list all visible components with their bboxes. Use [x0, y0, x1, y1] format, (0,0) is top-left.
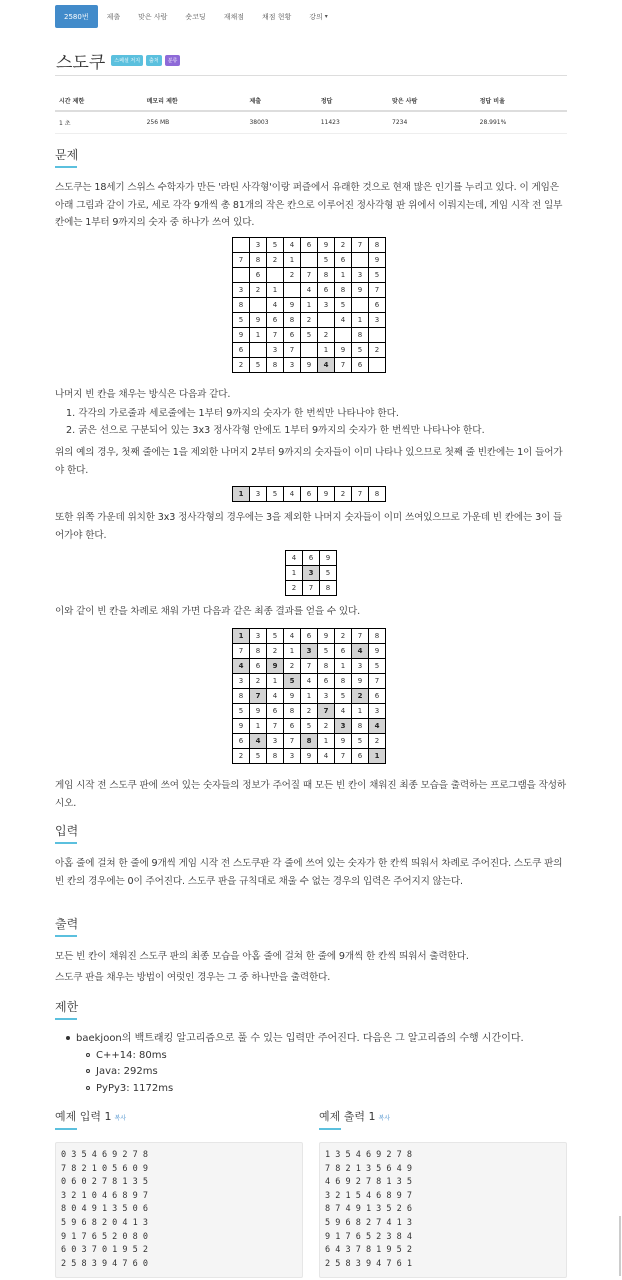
list-item	[66, 1031, 524, 1048]
grid-cell: 2	[352, 689, 369, 704]
table-header: 정답 비율	[476, 92, 567, 111]
grid-cell: 1	[369, 749, 386, 764]
nav-problem-number[interactable]: 2580번	[55, 5, 98, 28]
grid-cell: 9	[301, 749, 318, 764]
grid-cell: 5	[352, 734, 369, 749]
nav-submit[interactable]: 제출	[106, 12, 121, 21]
grid-cell: 2	[267, 644, 284, 659]
grid-cell: 7	[301, 268, 318, 283]
grid-row	[233, 487, 386, 502]
grid-cell: 6	[352, 358, 369, 373]
grid-cell: 3	[369, 704, 386, 719]
grid-cell: 1	[318, 343, 335, 358]
sudoku-initial-board	[232, 237, 386, 373]
grid-row	[233, 328, 386, 343]
sudoku-center-box	[285, 550, 337, 596]
grid-cell: 5	[301, 719, 318, 734]
grid-cell: 9	[369, 253, 386, 268]
output-paragraph: 모든 빈 칸이 채워진 스도쿠 판의 최종 모습을 아홉 줄에 걸쳐 한 줄에 9개씩 한 칸씩 띄워서 출력한다.	[55, 951, 469, 962]
grid-cell: 7	[303, 581, 320, 596]
grid-cell: 7	[369, 283, 386, 298]
grid-cell: 6	[318, 674, 335, 689]
limit-item: C++14: 80ms	[96, 1049, 167, 1061]
grid-cell: 2	[250, 674, 267, 689]
grid-cell: 6	[267, 313, 284, 328]
grid-cell: 4	[267, 298, 284, 313]
grid-cell: 9	[250, 704, 267, 719]
grid-cell: 7	[335, 749, 352, 764]
grid-cell: 2	[250, 283, 267, 298]
grid-cell: 4	[284, 238, 301, 253]
grid-cell: 8	[335, 283, 352, 298]
table-row	[55, 111, 567, 134]
grid-row	[233, 313, 386, 328]
example-output-heading	[319, 1108, 390, 1124]
grid-cell	[284, 283, 301, 298]
heading-underline	[55, 935, 77, 937]
grid-cell: 6	[303, 551, 320, 566]
grid-cell: 1	[301, 689, 318, 704]
grid-cell: 5	[267, 238, 284, 253]
sudoku-final-board	[232, 628, 386, 764]
table-cell: 1 초	[55, 111, 143, 134]
grid-cell: 4	[286, 551, 303, 566]
grid-cell: 1	[335, 268, 352, 283]
grid-cell: 2	[301, 704, 318, 719]
grid-cell	[369, 358, 386, 373]
table-header: 맞은 사람	[388, 92, 476, 111]
grid-cell: 4	[284, 629, 301, 644]
grid-cell: 7	[318, 704, 335, 719]
grid-cell: 9	[250, 313, 267, 328]
grid-row	[233, 238, 386, 253]
grid-cell: 3	[267, 734, 284, 749]
grid-cell	[318, 313, 335, 328]
grid-row	[233, 704, 386, 719]
grid-cell: 7	[267, 719, 284, 734]
grid-cell: 9	[320, 551, 337, 566]
description-paragraph: 위의 예의 경우, 첫째 줄에는 1을 제외한 나머지 2부터 9까지의 숫자들이 이미 나타나 있으므로 첫째 줄 빈칸에는 1이 들어가야 한다.	[55, 447, 563, 476]
grid-cell: 3	[301, 644, 318, 659]
grid-cell: 8	[318, 268, 335, 283]
table-header: 메모리 제한	[143, 92, 246, 111]
grid-cell	[301, 343, 318, 358]
grid-cell: 6	[335, 253, 352, 268]
grid-cell: 4	[318, 358, 335, 373]
rules-list	[66, 406, 485, 439]
grid-cell: 3	[303, 566, 320, 581]
grid-cell: 9	[267, 659, 284, 674]
grid-cell: 9	[318, 629, 335, 644]
input-heading: 입력	[55, 824, 79, 838]
description-paragraph: 스도쿠는 18세기 스위스 수학자가 만든 '라틴 사각형'이랑 퍼즐에서 유래한 것으로 현재 많은 인기를 누리고 있다. 이 게임은 아래 그림과 같이 가로, 세로 각각 9개씩 총 81개의 작은 칸으로 이루어진 정사각형 판 위에서 이뤄지는데, 게임 시작 전 일부 칸에는 1부터 9까지의 숫자 중 하나가 쓰여 있다.	[55, 182, 563, 228]
table-cell: 38003	[245, 111, 316, 134]
grid-cell: 8	[335, 674, 352, 689]
description-paragraph: 또한 위쪽 가운데 위치한 3x3 정사각형의 경우에는 3을 제외한 나머지 숫자들이 이미 쓰여있으므로 가운데 빈 칸에는 3이 들어가야 한다.	[55, 512, 563, 541]
grid-cell: 8	[301, 734, 318, 749]
grid-cell	[250, 298, 267, 313]
grid-cell: 7	[301, 659, 318, 674]
grid-cell	[233, 238, 250, 253]
description-paragraph: 게임 시작 전 스도쿠 판에 쓰여 있는 숫자들의 정보가 주어질 때 모든 빈 칸이 채워진 최종 모습을 출력하는 프로그램을 작성하시오.	[55, 780, 566, 809]
grid-cell: 2	[318, 328, 335, 343]
grid-cell: 8	[369, 629, 386, 644]
table-cell: 256 MB	[143, 111, 246, 134]
table-cell: 11423	[317, 111, 388, 134]
grid-cell: 7	[250, 689, 267, 704]
grid-cell: 1	[352, 704, 369, 719]
heading-underline	[319, 1128, 341, 1130]
grid-cell: 3	[284, 358, 301, 373]
table-cell: 28.991%	[476, 111, 567, 134]
limit-heading: 제한	[55, 1000, 79, 1014]
grid-cell: 6	[318, 283, 335, 298]
circle-bullet-icon	[86, 1053, 90, 1057]
grid-cell: 7	[352, 487, 369, 502]
nav-status[interactable]: 채점 현황	[261, 12, 292, 21]
grid-cell: 2	[318, 719, 335, 734]
title-row	[56, 48, 183, 73]
grid-cell: 7	[352, 629, 369, 644]
heading-underline	[55, 166, 77, 168]
grid-cell: 3	[318, 298, 335, 313]
grid-cell: 3	[369, 313, 386, 328]
grid-cell: 2	[335, 629, 352, 644]
grid-cell: 8	[250, 644, 267, 659]
grid-cell: 7	[233, 253, 250, 268]
limit-item: PyPy3: 1172ms	[96, 1082, 174, 1094]
grid-row	[233, 719, 386, 734]
grid-cell: 2	[301, 313, 318, 328]
grid-cell: 4	[250, 734, 267, 749]
grid-cell: 9	[233, 328, 250, 343]
list-item: 2. 굵은 선으로 구분되어 있는 3x3 정사각형 안에도 1부터 9까지의 숫자가 한 번씩만 나타나야 한다.	[66, 424, 485, 436]
grid-cell: 4	[284, 487, 301, 502]
grid-cell: 6	[301, 238, 318, 253]
grid-cell: 1	[335, 659, 352, 674]
grid-row	[233, 644, 386, 659]
description-heading: 문제	[55, 148, 79, 162]
description-paragraph: 나머지 빈 칸을 채우는 방식은 다음과 같다.	[55, 389, 231, 400]
grid-cell: 7	[335, 358, 352, 373]
grid-cell: 9	[335, 734, 352, 749]
grid-cell: 3	[335, 719, 352, 734]
grid-cell: 9	[352, 674, 369, 689]
grid-cell: 8	[369, 487, 386, 502]
grid-cell: 5	[284, 674, 301, 689]
grid-cell: 4	[233, 659, 250, 674]
grid-cell: 2	[335, 487, 352, 502]
table-header: 정답	[317, 92, 388, 111]
grid-cell: 3	[250, 629, 267, 644]
grid-cell: 6	[267, 704, 284, 719]
grid-cell: 5	[250, 358, 267, 373]
problem-nav	[55, 5, 337, 28]
grid-cell: 9	[318, 487, 335, 502]
grid-cell: 4	[301, 674, 318, 689]
grid-cell: 6	[233, 734, 250, 749]
grid-cell: 6	[301, 629, 318, 644]
grid-cell: 2	[267, 253, 284, 268]
grid-cell: 9	[352, 283, 369, 298]
nav-solvers[interactable]: 맞은 사람	[138, 12, 168, 21]
grid-cell: 1	[284, 253, 301, 268]
grid-cell: 8	[318, 659, 335, 674]
list-item: 1. 각각의 가로줄과 세로줄에는 1부터 9까지의 숫자가 한 번씩만 나타나야 한다.	[66, 408, 399, 419]
grid-cell: 2	[286, 581, 303, 596]
list-item	[66, 1048, 524, 1065]
grid-cell: 9	[369, 644, 386, 659]
grid-row	[233, 253, 386, 268]
sudoku-first-row	[232, 486, 386, 502]
circle-bullet-icon	[86, 1086, 90, 1090]
example-input-title: 예제 입력 1	[55, 1110, 112, 1123]
copy-output-button[interactable]: 복사	[378, 1115, 391, 1122]
grid-cell: 2	[284, 659, 301, 674]
grid-cell: 5	[233, 704, 250, 719]
grid-row	[233, 358, 386, 373]
grid-cell: 5	[369, 268, 386, 283]
grid-cell: 2	[369, 734, 386, 749]
grid-cell: 9	[233, 719, 250, 734]
grid-cell: 5	[318, 253, 335, 268]
copy-input-button[interactable]: 복사	[114, 1115, 127, 1122]
grid-cell: 3	[352, 659, 369, 674]
grid-cell: 5	[267, 629, 284, 644]
grid-row	[233, 749, 386, 764]
grid-row	[233, 659, 386, 674]
grid-cell: 8	[233, 689, 250, 704]
grid-cell: 8	[284, 313, 301, 328]
grid-cell: 1	[250, 328, 267, 343]
grid-cell: 5	[301, 328, 318, 343]
description-paragraph: 이와 같이 빈 칸을 차례로 채워 가면 다음과 같은 최종 결과를 얻을 수 있다.	[55, 606, 361, 617]
grid-cell: 5	[335, 298, 352, 313]
grid-cell: 6	[369, 298, 386, 313]
grid-row	[233, 268, 386, 283]
grid-cell	[352, 298, 369, 313]
grid-cell	[301, 253, 318, 268]
grid-cell: 6	[250, 659, 267, 674]
output-heading: 출력	[55, 917, 79, 931]
list-item	[66, 1064, 524, 1081]
grid-cell: 1	[233, 487, 250, 502]
nav-shortcoding[interactable]: 숏코딩	[185, 12, 206, 21]
grid-cell: 6	[335, 644, 352, 659]
grid-cell: 4	[318, 749, 335, 764]
grid-cell: 1	[233, 629, 250, 644]
limit-list	[66, 1031, 524, 1097]
grid-cell: 2	[335, 238, 352, 253]
grid-cell: 5	[318, 644, 335, 659]
grid-cell: 8	[267, 358, 284, 373]
limit-text: baekjoon의 백트래킹 알고리즘으로 풀 수 있는 입력만 주어진다. 다음은 그 알고리즘의 수행 시간이다.	[76, 1033, 524, 1044]
grid-cell: 4	[352, 644, 369, 659]
grid-cell: 7	[284, 734, 301, 749]
grid-cell: 9	[284, 689, 301, 704]
grid-cell: 1	[318, 734, 335, 749]
grid-cell: 6	[284, 719, 301, 734]
grid-cell	[233, 268, 250, 283]
grid-cell	[352, 253, 369, 268]
grid-cell	[369, 328, 386, 343]
example-input-heading	[55, 1108, 126, 1124]
grid-cell: 6	[301, 487, 318, 502]
grid-cell: 4	[369, 719, 386, 734]
grid-cell: 3	[233, 674, 250, 689]
grid-cell: 6	[352, 749, 369, 764]
grid-cell: 8	[284, 704, 301, 719]
caret-down-icon: ▾	[324, 13, 328, 20]
heading-underline	[55, 1018, 77, 1020]
grid-cell: 1	[301, 298, 318, 313]
limit-item: Java: 292ms	[96, 1066, 158, 1077]
label-special-judge[interactable]: 스페셜 저지	[111, 55, 143, 66]
table-header-row	[55, 92, 567, 111]
grid-cell: 9	[335, 343, 352, 358]
table-header: 시간 제한	[55, 92, 143, 111]
grid-row	[233, 343, 386, 358]
grid-cell: 3	[250, 487, 267, 502]
grid-row	[233, 629, 386, 644]
grid-cell: 1	[286, 566, 303, 581]
grid-cell: 1	[250, 719, 267, 734]
nav-lectures-label: 강의	[309, 12, 323, 21]
grid-cell: 9	[318, 238, 335, 253]
grid-cell: 4	[335, 704, 352, 719]
scrollbar[interactable]	[619, 1216, 621, 1276]
grid-cell: 2	[233, 358, 250, 373]
heading-underline	[55, 842, 77, 844]
grid-cell: 9	[301, 358, 318, 373]
bullet-icon	[66, 1036, 70, 1040]
nav-lectures[interactable]	[300, 5, 337, 28]
grid-row	[233, 689, 386, 704]
grid-cell: 1	[267, 674, 284, 689]
grid-cell	[267, 268, 284, 283]
grid-cell: 3	[352, 268, 369, 283]
grid-row	[233, 298, 386, 313]
input-paragraph: 아홉 줄에 걸쳐 한 줄에 9개씩 게임 시작 전 스도쿠판 각 줄에 쓰여 있는 숫자가 한 칸씩 띄워서 차례로 주어진다. 스도쿠 판의 빈 칸의 경우에는 0이 주어진다. 스도쿠 판을 규칙대로 채울 수 없는 경우의 입력은 주어지지 않는다.	[55, 858, 563, 887]
grid-cell: 4	[301, 283, 318, 298]
grid-cell: 6	[369, 689, 386, 704]
grid-cell: 1	[267, 283, 284, 298]
grid-cell: 8	[320, 581, 337, 596]
grid-cell: 5	[369, 659, 386, 674]
grid-cell: 3	[250, 238, 267, 253]
grid-row	[233, 674, 386, 689]
grid-cell: 5	[233, 313, 250, 328]
grid-cell: 8	[250, 253, 267, 268]
grid-cell: 8	[233, 298, 250, 313]
grid-row	[286, 551, 337, 566]
grid-cell: 4	[335, 313, 352, 328]
grid-cell: 8	[352, 328, 369, 343]
nav-rejudge[interactable]: 재채점	[223, 12, 244, 21]
grid-row	[233, 283, 386, 298]
grid-cell: 5	[320, 566, 337, 581]
grid-cell: 6	[233, 343, 250, 358]
grid-cell: 7	[233, 644, 250, 659]
grid-cell: 3	[233, 283, 250, 298]
grid-cell: 7	[369, 674, 386, 689]
output-paragraph: 스도쿠 판을 채우는 방법이 여럿인 경우는 그 중 하나만을 출력한다.	[55, 972, 331, 983]
grid-cell: 2	[284, 268, 301, 283]
grid-cell: 1	[284, 644, 301, 659]
grid-cell: 2	[233, 749, 250, 764]
example-input-code[interactable]: 0 3 5 4 6 9 2 7 8 7 8 2 1 0 5 6 0 9 0 6 0 2 7 8 1 3 5 3 2 1 0 4 6 8 9 7 8 0 4 9 1 3 5 0 6 5 9 6 8 2 0 4 1 3 9 1 7 6 5 2 0 8 0 6 0 3 7 0 1 9 5 2 2 5 8 3 9 4 7 6 0	[55, 1142, 303, 1278]
example-output-title: 예제 출력 1	[319, 1110, 376, 1123]
grid-cell	[335, 328, 352, 343]
heading-underline	[55, 1128, 77, 1130]
grid-cell: 6	[284, 328, 301, 343]
grid-cell: 2	[369, 343, 386, 358]
page-title: 스도쿠	[56, 53, 106, 73]
grid-cell: 9	[284, 298, 301, 313]
grid-cell: 5	[335, 689, 352, 704]
grid-row	[233, 734, 386, 749]
grid-cell: 7	[267, 328, 284, 343]
grid-cell: 6	[250, 268, 267, 283]
grid-cell: 7	[284, 343, 301, 358]
problem-info-table	[55, 92, 567, 134]
label-source[interactable]: 출처	[146, 55, 162, 66]
example-output-code[interactable]: 1 3 5 4 6 9 2 7 8 7 8 2 1 3 5 6 4 9 4 6 9 2 7 8 1 3 5 3 2 1 5 4 6 8 9 7 8 7 4 9 1 3 5 2 6 5 9 6 8 2 7 4 1 3 9 1 7 6 5 2 3 8 4 6 4 3 7 8 1 9 5 2 2 5 8 3 9 4 7 6 1	[319, 1142, 567, 1278]
grid-cell: 4	[267, 689, 284, 704]
grid-cell: 5	[250, 749, 267, 764]
table-cell: 7234	[388, 111, 476, 134]
grid-cell: 5	[352, 343, 369, 358]
grid-row	[286, 566, 337, 581]
grid-cell	[250, 343, 267, 358]
circle-bullet-icon	[86, 1069, 90, 1073]
title-divider	[55, 75, 567, 76]
table-header: 제출	[245, 92, 316, 111]
grid-cell: 8	[352, 719, 369, 734]
grid-cell: 3	[267, 343, 284, 358]
grid-cell: 3	[318, 689, 335, 704]
grid-cell: 3	[284, 749, 301, 764]
grid-cell: 5	[267, 487, 284, 502]
label-category[interactable]: 분류	[165, 55, 181, 66]
grid-row	[286, 581, 337, 596]
grid-cell: 8	[369, 238, 386, 253]
list-item	[66, 1081, 524, 1098]
grid-cell: 8	[267, 749, 284, 764]
grid-cell: 7	[352, 238, 369, 253]
grid-cell: 1	[352, 313, 369, 328]
